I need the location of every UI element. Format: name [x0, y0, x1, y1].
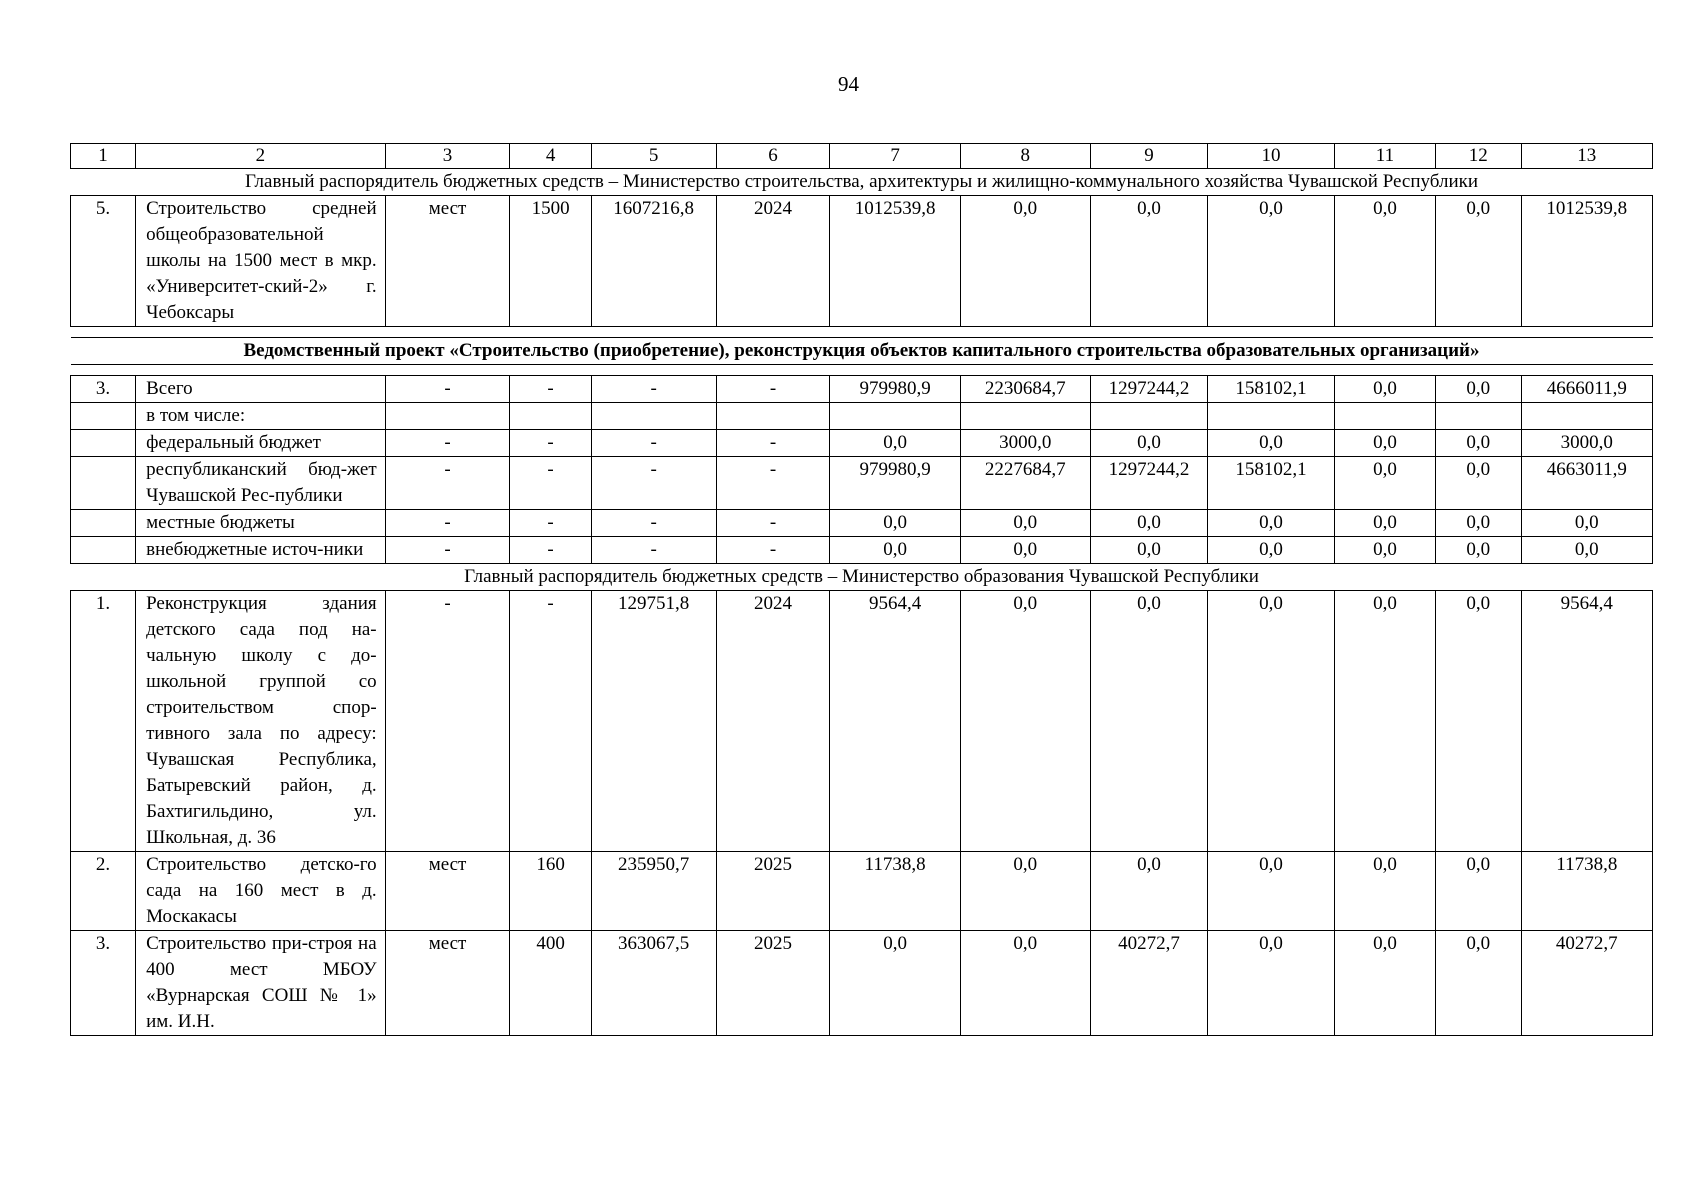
value-cell: 1012539,8	[1521, 196, 1652, 327]
value-cell	[960, 403, 1090, 430]
value-cell: 979980,9	[830, 457, 960, 510]
cost-cell: -	[591, 510, 716, 537]
value-cell: 0,0	[1334, 537, 1435, 564]
header-cell: 3	[385, 144, 510, 169]
cost-cell	[591, 403, 716, 430]
year-cell: -	[716, 537, 830, 564]
table-row	[71, 931, 1653, 1036]
value-cell: 0,0	[1090, 852, 1207, 931]
value-cell: 0,0	[1090, 430, 1207, 457]
header-cell: 11	[1334, 144, 1435, 169]
object-name: внебюджетные источ-ники	[136, 537, 386, 564]
project-title: Ведомственный проект «Строительство (приобретение), реконструкция объектов капитального строительства образовательных организаций»	[71, 338, 1653, 365]
cost-cell: -	[591, 537, 716, 564]
capacity-cell: 400	[510, 931, 591, 1036]
table-row	[71, 591, 1653, 852]
row-number: 1.	[71, 591, 136, 852]
value-cell: 0,0	[1435, 931, 1521, 1036]
value-cell: 0,0	[830, 510, 960, 537]
year-cell: -	[716, 376, 830, 403]
value-cell: 0,0	[1435, 196, 1521, 327]
object-name: республиканский бюд-жет Чувашской Рес-публики	[136, 457, 386, 510]
header-cell: 6	[716, 144, 830, 169]
value-cell: 1297244,2	[1090, 376, 1207, 403]
value-cell: 0,0	[1435, 591, 1521, 852]
value-cell: 40272,7	[1090, 931, 1207, 1036]
header-cell: 7	[830, 144, 960, 169]
year-cell: -	[716, 430, 830, 457]
value-cell	[830, 403, 960, 430]
value-cell: 0,0	[1090, 510, 1207, 537]
value-cell: 11738,8	[1521, 852, 1652, 931]
value-cell: 158102,1	[1208, 376, 1335, 403]
capacity-cell: -	[510, 457, 591, 510]
value-cell: 0,0	[1334, 196, 1435, 327]
value-cell: 0,0	[1334, 457, 1435, 510]
row-number: 5.	[71, 196, 136, 327]
value-cell: 0,0	[1090, 591, 1207, 852]
value-cell: 0,0	[1208, 931, 1335, 1036]
value-cell: 1297244,2	[1090, 457, 1207, 510]
value-cell: 1012539,8	[830, 196, 960, 327]
unit-cell: мест	[385, 931, 510, 1036]
object-name: Реконструкция здания детского сада под на-чальную школу с до-школьной группой со строительством спор-тивного зала по адресу: Чувашская Республика, Батыревский район, д. Бахтигильдино, ул. Школьная, д. 36	[136, 591, 386, 852]
row-number	[71, 403, 136, 430]
object-name: в том числе:	[136, 403, 386, 430]
spacer-cell	[71, 327, 1653, 338]
value-cell: 0,0	[1208, 430, 1335, 457]
unit-cell: -	[385, 430, 510, 457]
header-cell: 4	[510, 144, 591, 169]
value-cell: 9564,4	[830, 591, 960, 852]
value-cell: 0,0	[1208, 537, 1335, 564]
value-cell: 0,0	[1521, 537, 1652, 564]
table-row	[71, 196, 1653, 327]
value-cell: 0,0	[1435, 457, 1521, 510]
cost-cell: -	[591, 376, 716, 403]
value-cell: 0,0	[960, 931, 1090, 1036]
object-name: Строительство детско-го сада на 160 мест в д. Москакасы	[136, 852, 386, 931]
value-cell: 0,0	[960, 196, 1090, 327]
object-name: местные бюджеты	[136, 510, 386, 537]
table-row	[71, 457, 1653, 510]
value-cell: 0,0	[1208, 591, 1335, 852]
unit-cell: -	[385, 591, 510, 852]
section-header-ministry-education	[71, 564, 1653, 591]
year-cell	[716, 403, 830, 430]
value-cell: 0,0	[1334, 852, 1435, 931]
table-row	[71, 537, 1653, 564]
value-cell: 0,0	[1435, 852, 1521, 931]
value-cell: 0,0	[960, 537, 1090, 564]
year-cell: 2025	[716, 852, 830, 931]
row-number: 3.	[71, 376, 136, 403]
value-cell: 0,0	[1435, 510, 1521, 537]
value-cell: 0,0	[1435, 430, 1521, 457]
header-cell: 9	[1090, 144, 1207, 169]
row-number: 3.	[71, 931, 136, 1036]
year-cell: -	[716, 510, 830, 537]
header-cell: 2	[136, 144, 386, 169]
value-cell: 0,0	[1208, 196, 1335, 327]
value-cell: 158102,1	[1208, 457, 1335, 510]
cost-cell: 235950,7	[591, 852, 716, 931]
value-cell: 0,0	[960, 591, 1090, 852]
unit-cell: мест	[385, 852, 510, 931]
header-cell: 1	[71, 144, 136, 169]
value-cell: 0,0	[1435, 537, 1521, 564]
value-cell: 0,0	[1208, 852, 1335, 931]
value-cell: 0,0	[960, 510, 1090, 537]
section-title: Главный распорядитель бюджетных средств – Министерство образования Чувашской Республики	[71, 564, 1653, 591]
budget-table	[70, 143, 1653, 1036]
cost-cell: 129751,8	[591, 591, 716, 852]
year-cell: 2024	[716, 591, 830, 852]
spacer-row	[71, 327, 1653, 338]
value-cell: 0,0	[1334, 591, 1435, 852]
table-row	[71, 403, 1653, 430]
row-number	[71, 510, 136, 537]
value-cell	[1435, 403, 1521, 430]
header-cell: 13	[1521, 144, 1652, 169]
header-cell: 12	[1435, 144, 1521, 169]
value-cell: 979980,9	[830, 376, 960, 403]
value-cell: 0,0	[1090, 196, 1207, 327]
unit-cell: -	[385, 457, 510, 510]
value-cell: 2230684,7	[960, 376, 1090, 403]
table-row	[71, 376, 1653, 403]
section-title: Главный распорядитель бюджетных средств – Министерство строительства, архитектуры и жилищно-коммунального хозяйства Чувашской Республики	[71, 169, 1653, 196]
capacity-cell: -	[510, 430, 591, 457]
unit-cell	[385, 403, 510, 430]
project-title-row	[71, 338, 1653, 365]
value-cell: 0,0	[1521, 510, 1652, 537]
row-number	[71, 537, 136, 564]
header-cell: 10	[1208, 144, 1335, 169]
value-cell: 3000,0	[1521, 430, 1652, 457]
value-cell: 9564,4	[1521, 591, 1652, 852]
row-number: 2.	[71, 852, 136, 931]
value-cell	[1208, 403, 1335, 430]
value-cell: 0,0	[830, 537, 960, 564]
row-number	[71, 457, 136, 510]
value-cell	[1090, 403, 1207, 430]
capacity-cell: -	[510, 510, 591, 537]
value-cell: 40272,7	[1521, 931, 1652, 1036]
value-cell: 0,0	[1090, 537, 1207, 564]
value-cell: 2227684,7	[960, 457, 1090, 510]
value-cell: 0,0	[1435, 376, 1521, 403]
cost-cell: 1607216,8	[591, 196, 716, 327]
value-cell: 0,0	[1208, 510, 1335, 537]
capacity-cell: 1500	[510, 196, 591, 327]
table-row	[71, 430, 1653, 457]
value-cell: 3000,0	[960, 430, 1090, 457]
row-number	[71, 430, 136, 457]
table-row	[71, 510, 1653, 537]
cost-cell: -	[591, 457, 716, 510]
capacity-cell: -	[510, 537, 591, 564]
unit-cell: -	[385, 376, 510, 403]
spacer-cell	[71, 365, 1653, 376]
object-name: федеральный бюджет	[136, 430, 386, 457]
year-cell: -	[716, 457, 830, 510]
header-cell: 8	[960, 144, 1090, 169]
cost-cell: -	[591, 430, 716, 457]
unit-cell: -	[385, 510, 510, 537]
value-cell	[1334, 403, 1435, 430]
capacity-cell	[510, 403, 591, 430]
value-cell: 4666011,9	[1521, 376, 1652, 403]
unit-cell: мест	[385, 196, 510, 327]
value-cell: 0,0	[1334, 430, 1435, 457]
section-header-ministry-construction	[71, 169, 1653, 196]
column-number-header	[71, 144, 1653, 169]
value-cell: 4663011,9	[1521, 457, 1652, 510]
capacity-cell: -	[510, 591, 591, 852]
year-cell: 2024	[716, 196, 830, 327]
cost-cell: 363067,5	[591, 931, 716, 1036]
object-name: Строительство средней общеобразовательной школы на 1500 мест в мкр. «Университет-ский-2» г. Чебоксары	[136, 196, 386, 327]
unit-cell: -	[385, 537, 510, 564]
value-cell: 0,0	[830, 430, 960, 457]
capacity-cell: 160	[510, 852, 591, 931]
value-cell	[1521, 403, 1652, 430]
year-cell: 2025	[716, 931, 830, 1036]
header-cell: 5	[591, 144, 716, 169]
capacity-cell: -	[510, 376, 591, 403]
value-cell: 0,0	[960, 852, 1090, 931]
spacer-row	[71, 365, 1653, 376]
page-number: 94	[838, 72, 859, 96]
value-cell: 0,0	[1334, 510, 1435, 537]
value-cell: 0,0	[1334, 376, 1435, 403]
object-name: Строительство при-строя на 400 мест МБОУ «Вурнарская СОШ № 1» им. И.Н.	[136, 931, 386, 1036]
value-cell: 0,0	[1334, 931, 1435, 1036]
table-row	[71, 852, 1653, 931]
value-cell: 11738,8	[830, 852, 960, 931]
object-name: Всего	[136, 376, 386, 403]
value-cell: 0,0	[830, 931, 960, 1036]
